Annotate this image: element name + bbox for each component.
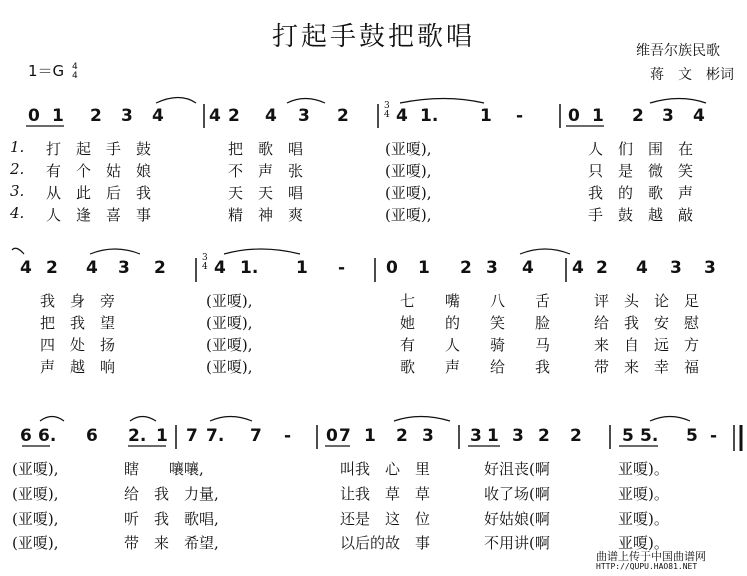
note: 2	[154, 258, 166, 278]
lyric-segment: 手 鼓 越 敲	[588, 206, 694, 224]
note: 7	[186, 426, 198, 446]
lyric-segment: 来 自 远 方	[594, 336, 700, 354]
note: 3	[121, 106, 133, 126]
note: 1	[480, 106, 492, 126]
note: 2	[228, 106, 240, 126]
note: 2	[90, 106, 102, 126]
note: 4	[265, 106, 277, 126]
lyric-segment: 声 越 响	[40, 358, 116, 376]
note: 3	[118, 258, 130, 278]
lyric-segment: 好沮丧(啊	[484, 460, 550, 478]
lyric-segment: 我 的 歌 声	[588, 184, 694, 202]
lyric-segment: (亚嗄),	[12, 534, 59, 552]
note: 4	[214, 258, 226, 278]
verse-number: 3.	[10, 182, 25, 200]
lyric-segment: 打 起 手 鼓	[46, 140, 152, 158]
lyric-segment: (亚嗄),	[12, 460, 59, 478]
note: 3	[662, 106, 674, 126]
time-bottom: 4	[71, 70, 78, 81]
note: 1	[487, 426, 499, 446]
lyric-segment: 把 我 望	[40, 314, 116, 332]
lyric-segment: 听 我 歌唱,	[124, 510, 219, 528]
lyric-segment: 亚嗄)。	[618, 485, 669, 503]
lyric-segment: (亚嗄),	[12, 510, 59, 528]
note: 5.	[640, 426, 659, 446]
time-change	[384, 102, 390, 120]
lyric-segment: 不 声 张	[228, 162, 304, 180]
origin-credit: 维吾尔族民歌	[636, 43, 720, 59]
note: 4	[693, 106, 705, 126]
watermark-text: 曲谱上传于中国曲谱网	[596, 550, 706, 563]
note: 6	[20, 426, 32, 446]
lyric-segment: (亚嗄),	[206, 358, 253, 376]
lyric-segment: 瞎 嚷嚷,	[124, 460, 204, 478]
note: 2	[570, 426, 582, 446]
note: 4	[522, 258, 534, 278]
lyricist-credit: 蒋 文 彬词	[650, 67, 734, 83]
note: 4	[152, 106, 164, 126]
note: 1	[592, 106, 604, 126]
lyric-segment: 给 我 安 慰	[594, 314, 700, 332]
note: 4	[572, 258, 584, 278]
note: 1.	[240, 258, 259, 278]
lyric-segment: (亚嗄),	[206, 292, 253, 310]
lyric-segment: 人 逢 喜 事	[46, 206, 152, 224]
verse-number: 4.	[10, 204, 25, 222]
lyric-segment: 叫我 心 里	[340, 460, 431, 478]
lyric-segment: 收了场(啊	[484, 485, 550, 503]
note: 1.	[420, 106, 439, 126]
lyric-segment: 人 们 围 在	[588, 140, 694, 158]
lyric-segment: 亚嗄)。	[618, 460, 669, 478]
note: 3	[486, 258, 498, 278]
note: 7.	[206, 426, 225, 446]
note: 0	[386, 258, 398, 278]
time-change-bottom: 4	[202, 262, 208, 272]
watermark-url: HTTP://QUPU.HAO81.NET	[596, 562, 698, 571]
note: 2	[596, 258, 608, 278]
note: -	[516, 106, 524, 126]
lyric-segment: 让我 草 草	[340, 485, 431, 503]
lyric-segment: 有 个 姑 娘	[46, 162, 152, 180]
note: 2.	[128, 426, 147, 446]
note: 3	[704, 258, 716, 278]
time-top: 4	[71, 61, 78, 72]
lyric-segment: 从 此 后 我	[46, 184, 152, 202]
lyric-segment: 以后的故 事	[340, 534, 431, 552]
lyric-segment: 带 来 幸 福	[594, 358, 700, 376]
lyric-segment: 精 神 爽	[228, 206, 304, 224]
note: 7	[250, 426, 262, 446]
note: 2	[632, 106, 644, 126]
note: 3	[670, 258, 682, 278]
verse-number: 2.	[10, 160, 25, 178]
note: 6	[86, 426, 98, 446]
note: -	[710, 426, 718, 446]
note: -	[338, 258, 346, 278]
note: -	[284, 426, 292, 446]
note: 2	[337, 106, 349, 126]
lyric-segment: 亚嗄)。	[618, 510, 669, 528]
lyric-segment: 带 来 希望,	[124, 534, 219, 552]
note: 2	[396, 426, 408, 446]
note: 6.	[38, 426, 57, 446]
note: 0	[28, 106, 40, 126]
note: 7	[339, 426, 351, 446]
key-tonic: 1＝G	[28, 62, 65, 80]
time-change-top: 3	[384, 101, 390, 111]
lyric-segment: 四 处 扬	[40, 336, 116, 354]
lyric-segment: 给 我 力量,	[124, 485, 219, 503]
lyric-segment: (亚嗄),	[206, 314, 253, 332]
note: 2	[460, 258, 472, 278]
note: 2	[46, 258, 58, 278]
note: 5	[686, 426, 698, 446]
lyric-segment: 歌 声 给 我	[400, 358, 551, 376]
note: 0	[326, 426, 338, 446]
note: 1	[156, 426, 168, 446]
note: 4	[209, 106, 221, 126]
song-title: 打起手鼓把歌唱	[272, 22, 476, 52]
note: 4	[20, 258, 32, 278]
note: 1	[52, 106, 64, 126]
lyric-segment: 七 嘴 八 舌	[400, 292, 551, 310]
note: 3	[470, 426, 482, 446]
note: 2	[538, 426, 550, 446]
lyric-segment: (亚嗄),	[206, 336, 253, 354]
note: 1	[364, 426, 376, 446]
lyric-segment: 我 身 旁	[40, 292, 116, 310]
lyric-segment: (亚嗄),	[385, 206, 432, 224]
lyric-segment: 只 是 微 笑	[588, 162, 694, 180]
time-change	[202, 254, 208, 272]
lyric-segment: (亚嗄),	[385, 140, 432, 158]
lyric-segment: 有 人 骑 马	[400, 336, 551, 354]
lyric-segment: (亚嗄),	[12, 485, 59, 503]
time-change-bottom: 4	[384, 110, 390, 120]
note: 1	[418, 258, 430, 278]
note: 3	[298, 106, 310, 126]
note: 4	[86, 258, 98, 278]
note: 0	[568, 106, 580, 126]
lyric-segment: 评 头 论 足	[594, 292, 700, 310]
note: 3	[422, 426, 434, 446]
lyric-segment: 她 的 笑 脸	[400, 314, 551, 332]
note: 4	[636, 258, 648, 278]
lyric-segment: 还是 这 位	[340, 510, 431, 528]
lyric-segment: 不用讲(啊	[484, 534, 550, 552]
lyric-segment: 好姑娘(啊	[484, 510, 550, 528]
lyric-segment: 天 天 唱	[228, 184, 304, 202]
note: 1	[296, 258, 308, 278]
note: 3	[512, 426, 524, 446]
note: 5	[622, 426, 634, 446]
lyric-segment: (亚嗄),	[385, 162, 432, 180]
lyric-segment: 亚嗄)。	[618, 534, 669, 552]
lyric-segment: 把 歌 唱	[228, 140, 304, 158]
verse-number: 1.	[10, 138, 25, 156]
lyric-segment: (亚嗄),	[385, 184, 432, 202]
note: 4	[396, 106, 408, 126]
time-change-top: 3	[202, 253, 208, 263]
